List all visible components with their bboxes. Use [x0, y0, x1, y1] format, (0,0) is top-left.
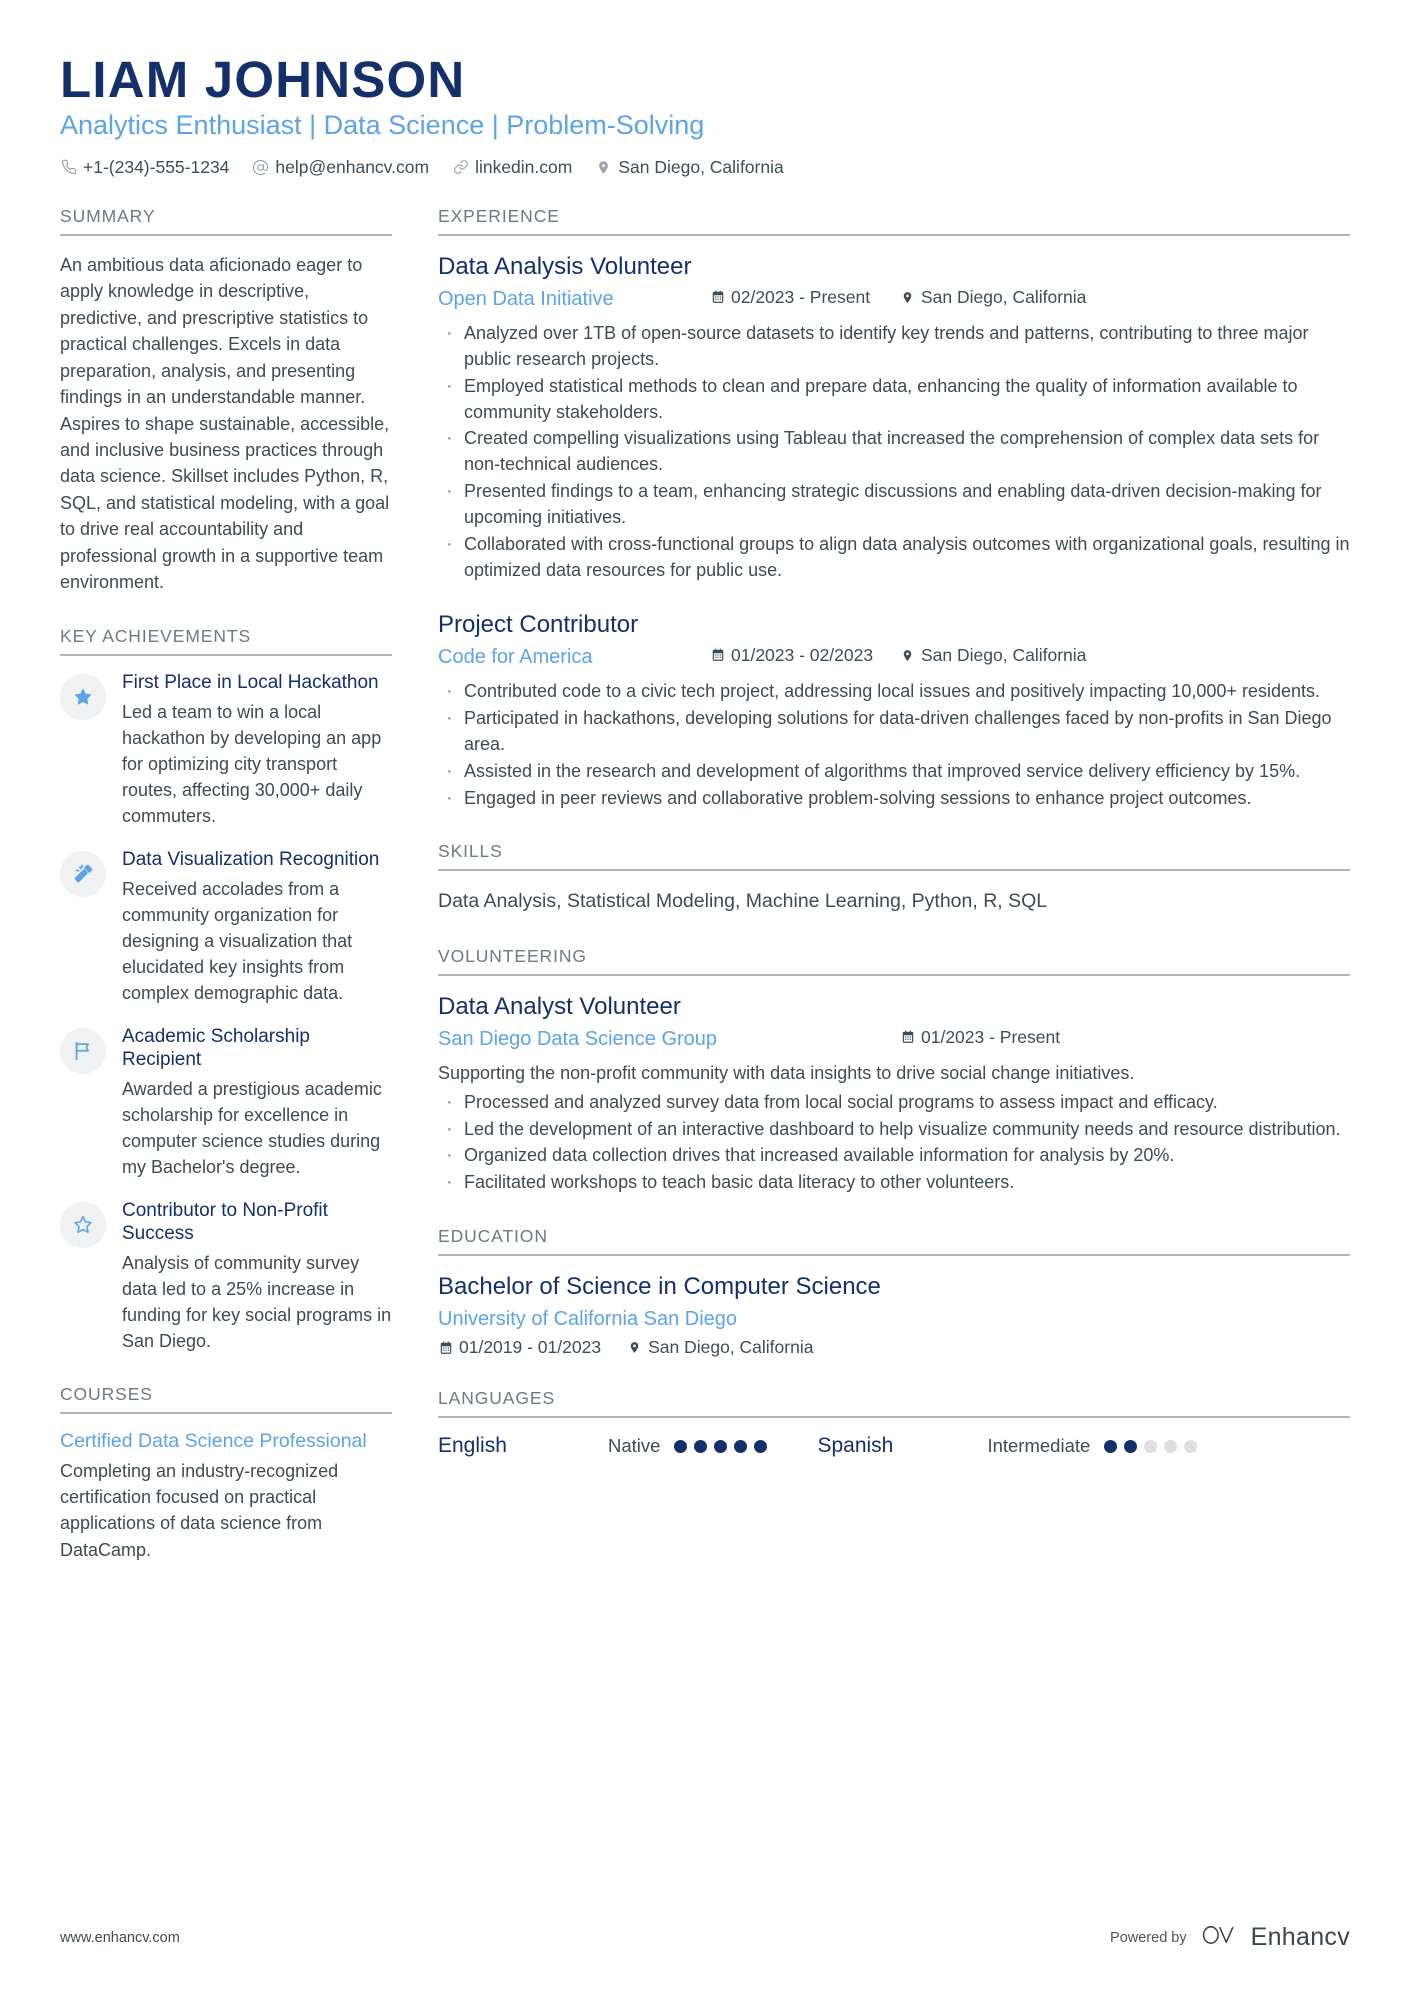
experience-role: Data Analysis Volunteer — [438, 252, 692, 280]
contact-email-text: help@enhancv.com — [275, 156, 430, 177]
achievement-title: Contributor to Non-Profit Success — [122, 1200, 328, 1245]
education-location — [627, 1337, 813, 1358]
course-item — [60, 1430, 392, 1563]
achievement-description: Received accolades from a community organization for designing a visualization that elucidated key insights from complex demographic data. — [122, 878, 353, 1004]
achievement-description: Awarded a prestigious academic scholarship for excellence in computer science studies during my Bachelor's degree. — [122, 1078, 382, 1178]
contact-location — [595, 157, 783, 178]
proficiency-dot — [1184, 1440, 1197, 1453]
bullet-item: · Analyzed over 1TB of open-source datasets to identify key trends and patterns, contributing to three major public research projects. — [438, 321, 1350, 373]
footer-powered-by-label: Powered by — [1110, 1929, 1187, 1946]
bullet-item: · Created compelling visualizations using Tableau that increased the comprehension of complex data sets for non-technical audiences. — [438, 426, 1350, 478]
proficiency-dot — [674, 1440, 687, 1453]
calendar-icon — [710, 648, 725, 663]
language-level: Native — [608, 1435, 661, 1457]
resume-header — [60, 52, 1350, 178]
proficiency-dot — [1144, 1440, 1157, 1453]
skills-list: Data Analysis, Statistical Modeling, Machine Learning, Python, R, SQL — [438, 890, 1048, 913]
experience-date-wrap — [710, 287, 870, 310]
experience-location-wrap — [900, 645, 1086, 667]
contact-phone[interactable] — [60, 157, 229, 178]
experience-meta — [438, 287, 1350, 313]
resume-body — [60, 206, 1350, 1594]
experience-date-text: 01/2023 - 02/2023 — [731, 644, 874, 665]
bullet-item: · Employed statistical methods to clean and prepare data, enhancing the quality of information available to community stakeholders. — [438, 374, 1350, 426]
achievement-badge — [60, 1028, 106, 1074]
education-date-text: 01/2019 - 01/2023 — [459, 1337, 602, 1358]
section-key-achievements — [60, 626, 392, 1354]
professional-headline: Analytics Enthusiast | Data Science | Problem-Solving — [60, 110, 705, 141]
experience-entry — [438, 610, 1350, 812]
language-item-english — [438, 1434, 767, 1458]
achievement-badge — [60, 1202, 106, 1248]
achievement-badge — [60, 674, 106, 720]
achievement-badge — [60, 851, 106, 897]
right-column — [438, 206, 1350, 1488]
language-name: English — [438, 1434, 507, 1458]
experience-location-wrap — [900, 287, 1086, 309]
bullet-item: · Facilitated workshops to teach basic data literacy to other volunteers. — [438, 1170, 1350, 1196]
bullet-item: · Presented findings to a team, enhancing strategic discussions and enabling data-driven decision-making for upcoming initiatives. — [438, 479, 1350, 531]
education-location-text: San Diego, California — [648, 1337, 814, 1358]
bullet-item: · Led the development of an interactive dashboard to help visualize community needs and resource distribution. — [438, 1117, 1350, 1143]
section-heading-skills: SKILLS — [438, 841, 1350, 871]
link-icon — [452, 159, 469, 176]
volunteering-date — [900, 1027, 1060, 1048]
education-date — [438, 1337, 601, 1358]
education-school: University of California San Diego — [438, 1308, 738, 1331]
experience-organization: Code for America — [438, 645, 593, 668]
calendar-icon — [438, 1340, 453, 1355]
experience-location — [900, 645, 1086, 666]
proficiency-dot — [694, 1440, 707, 1453]
education-degree: Bachelor of Science in Computer Science — [438, 1273, 881, 1301]
footer-brand-name: Enhancv — [1250, 1923, 1350, 1951]
experience-meta — [438, 645, 1350, 671]
experience-bullets — [438, 679, 1350, 812]
education-entry — [438, 1272, 1350, 1358]
calendar-icon — [710, 290, 725, 305]
achievement-description: Analysis of community survey data led to a 25% increase in funding for key social programs in San Diego. — [122, 1252, 392, 1352]
volunteering-bullets — [438, 1090, 1350, 1197]
achievement-title: Data Visualization Recognition — [122, 848, 380, 870]
bullet-item: · Processed and analyzed survey data from local social programs to assess impact and efficacy. — [438, 1090, 1350, 1116]
magic-wand-icon — [72, 863, 94, 885]
language-proficiency-dots — [1104, 1440, 1197, 1453]
experience-date-wrap — [710, 645, 873, 668]
achievement-title: Academic Scholarship Recipient — [122, 1026, 310, 1071]
page-footer — [60, 1922, 1350, 1953]
contact-bar — [60, 157, 1350, 178]
location-pin-icon — [900, 648, 915, 663]
proficiency-dot — [1164, 1440, 1177, 1453]
bullet-item: · Organized data collection drives that increased available information for analysis by 20%. — [438, 1143, 1350, 1169]
star-outline-icon — [72, 1214, 94, 1236]
course-title: Certified Data Science Professional — [60, 1430, 367, 1453]
footer-url[interactable]: www.enhancv.com — [60, 1929, 180, 1946]
achievement-item — [60, 1026, 392, 1180]
experience-location — [900, 287, 1086, 308]
volunteering-summary: Supporting the non-profit community with data insights to drive social change initiatives. — [438, 1062, 1135, 1083]
languages-list — [438, 1434, 1350, 1458]
contact-email[interactable] — [252, 157, 429, 178]
language-item-spanish — [817, 1434, 1197, 1458]
email-icon — [252, 159, 269, 176]
volunteering-date-text: 01/2023 - Present — [921, 1026, 1061, 1047]
location-pin-icon — [595, 159, 612, 176]
experience-bullets — [438, 321, 1350, 584]
proficiency-dot — [754, 1440, 767, 1453]
volunteering-entry — [438, 992, 1350, 1197]
contact-linkedin-text: linkedin.com — [475, 156, 573, 177]
experience-organization: Open Data Initiative — [438, 287, 614, 310]
education-meta — [438, 1337, 1350, 1358]
language-level: Intermediate — [987, 1435, 1091, 1457]
achievement-title: First Place in Local Hackathon — [122, 671, 379, 693]
section-skills — [438, 841, 1350, 915]
language-name: Spanish — [817, 1434, 894, 1458]
location-pin-icon — [900, 290, 915, 305]
contact-linkedin[interactable] — [452, 157, 572, 178]
proficiency-dot — [1124, 1440, 1137, 1453]
experience-entry — [438, 252, 1350, 584]
calendar-icon — [900, 1030, 915, 1045]
enhancv-logo-icon — [1199, 1922, 1239, 1953]
section-heading-volunteering: VOLUNTEERING — [438, 946, 1350, 976]
section-heading-education: EDUCATION — [438, 1226, 1350, 1256]
section-heading-languages: LANGUAGES — [438, 1388, 1350, 1418]
section-summary — [60, 206, 392, 596]
section-courses — [60, 1384, 392, 1563]
volunteering-date-wrap — [900, 1027, 1060, 1050]
volunteering-role: Data Analyst Volunteer — [438, 992, 681, 1020]
page-title: LIAM JOHNSON — [60, 51, 466, 108]
section-experience — [438, 206, 1350, 812]
contact-phone-text: +1-(234)-555-1234 — [83, 156, 230, 177]
bullet-item: · Engaged in peer reviews and collaborative problem-solving sessions to enhance project outcomes. — [438, 786, 1350, 812]
bullet-item: · Participated in hackathons, developing solutions for data-driven challenges faced by non-profits in San Diego area. — [438, 706, 1350, 758]
location-pin-icon — [627, 1340, 642, 1355]
proficiency-dot — [1104, 1440, 1117, 1453]
achievement-item — [60, 1200, 392, 1354]
experience-role: Project Contributor — [438, 610, 639, 638]
bullet-item: · Contributed code to a civic tech project, addressing local issues and positively impacting 10,000+ residents. — [438, 679, 1350, 705]
proficiency-dot — [714, 1440, 727, 1453]
achievement-item — [60, 849, 392, 1006]
flag-icon — [72, 1040, 94, 1062]
achievement-description: Led a team to win a local hackathon by developing an app for optimizing city transport routes, affecting 30,000+ daily commuters. — [122, 701, 382, 826]
summary-text: An ambitious data aficionado eager to apply knowledge in descriptive, predictive, and prescriptive statistics to practical challenges. Excels in data preparation, analysis, and presenting findings in an understandable manner. Aspires to shape sustainable, accessible, and inclusive business practices through data science. Skillset includes Python, R, SQL, and statistical modeling, with a goal to drive real accountability and professional growth in a supportive team environment. — [60, 254, 390, 593]
bullet-item: · Collaborated with cross-functional groups to align data analysis outcomes with organizational goals, resulting in optimized data resources for public use. — [438, 532, 1350, 584]
proficiency-dot — [734, 1440, 747, 1453]
language-proficiency-dots — [674, 1440, 767, 1453]
star-filled-icon — [72, 686, 94, 708]
section-education — [438, 1226, 1350, 1358]
volunteering-organization: San Diego Data Science Group — [438, 1027, 718, 1050]
experience-location-text: San Diego, California — [921, 286, 1087, 307]
experience-date-text: 02/2023 - Present — [731, 286, 871, 307]
experience-date — [710, 287, 870, 308]
section-heading-experience: EXPERIENCE — [438, 206, 1350, 236]
course-description: Completing an industry-recognized certification focused on practical applications of data science from DataCamp. — [60, 1460, 339, 1560]
experience-location-text: San Diego, California — [921, 644, 1087, 665]
section-languages — [438, 1388, 1350, 1458]
bullet-item: · Assisted in the research and development of algorithms that improved service delivery efficiency by 15%. — [438, 759, 1350, 785]
section-heading-summary: SUMMARY — [60, 206, 392, 236]
section-volunteering — [438, 946, 1350, 1197]
footer-branding — [1110, 1922, 1350, 1953]
phone-icon — [60, 159, 77, 176]
contact-location-text: San Diego, California — [618, 156, 784, 177]
volunteering-meta — [438, 1027, 1350, 1053]
section-heading-key-achievements: KEY ACHIEVEMENTS — [60, 626, 392, 656]
achievement-item — [60, 672, 392, 829]
section-heading-courses: COURSES — [60, 1384, 392, 1414]
left-column — [60, 206, 392, 1594]
experience-date — [710, 645, 873, 666]
